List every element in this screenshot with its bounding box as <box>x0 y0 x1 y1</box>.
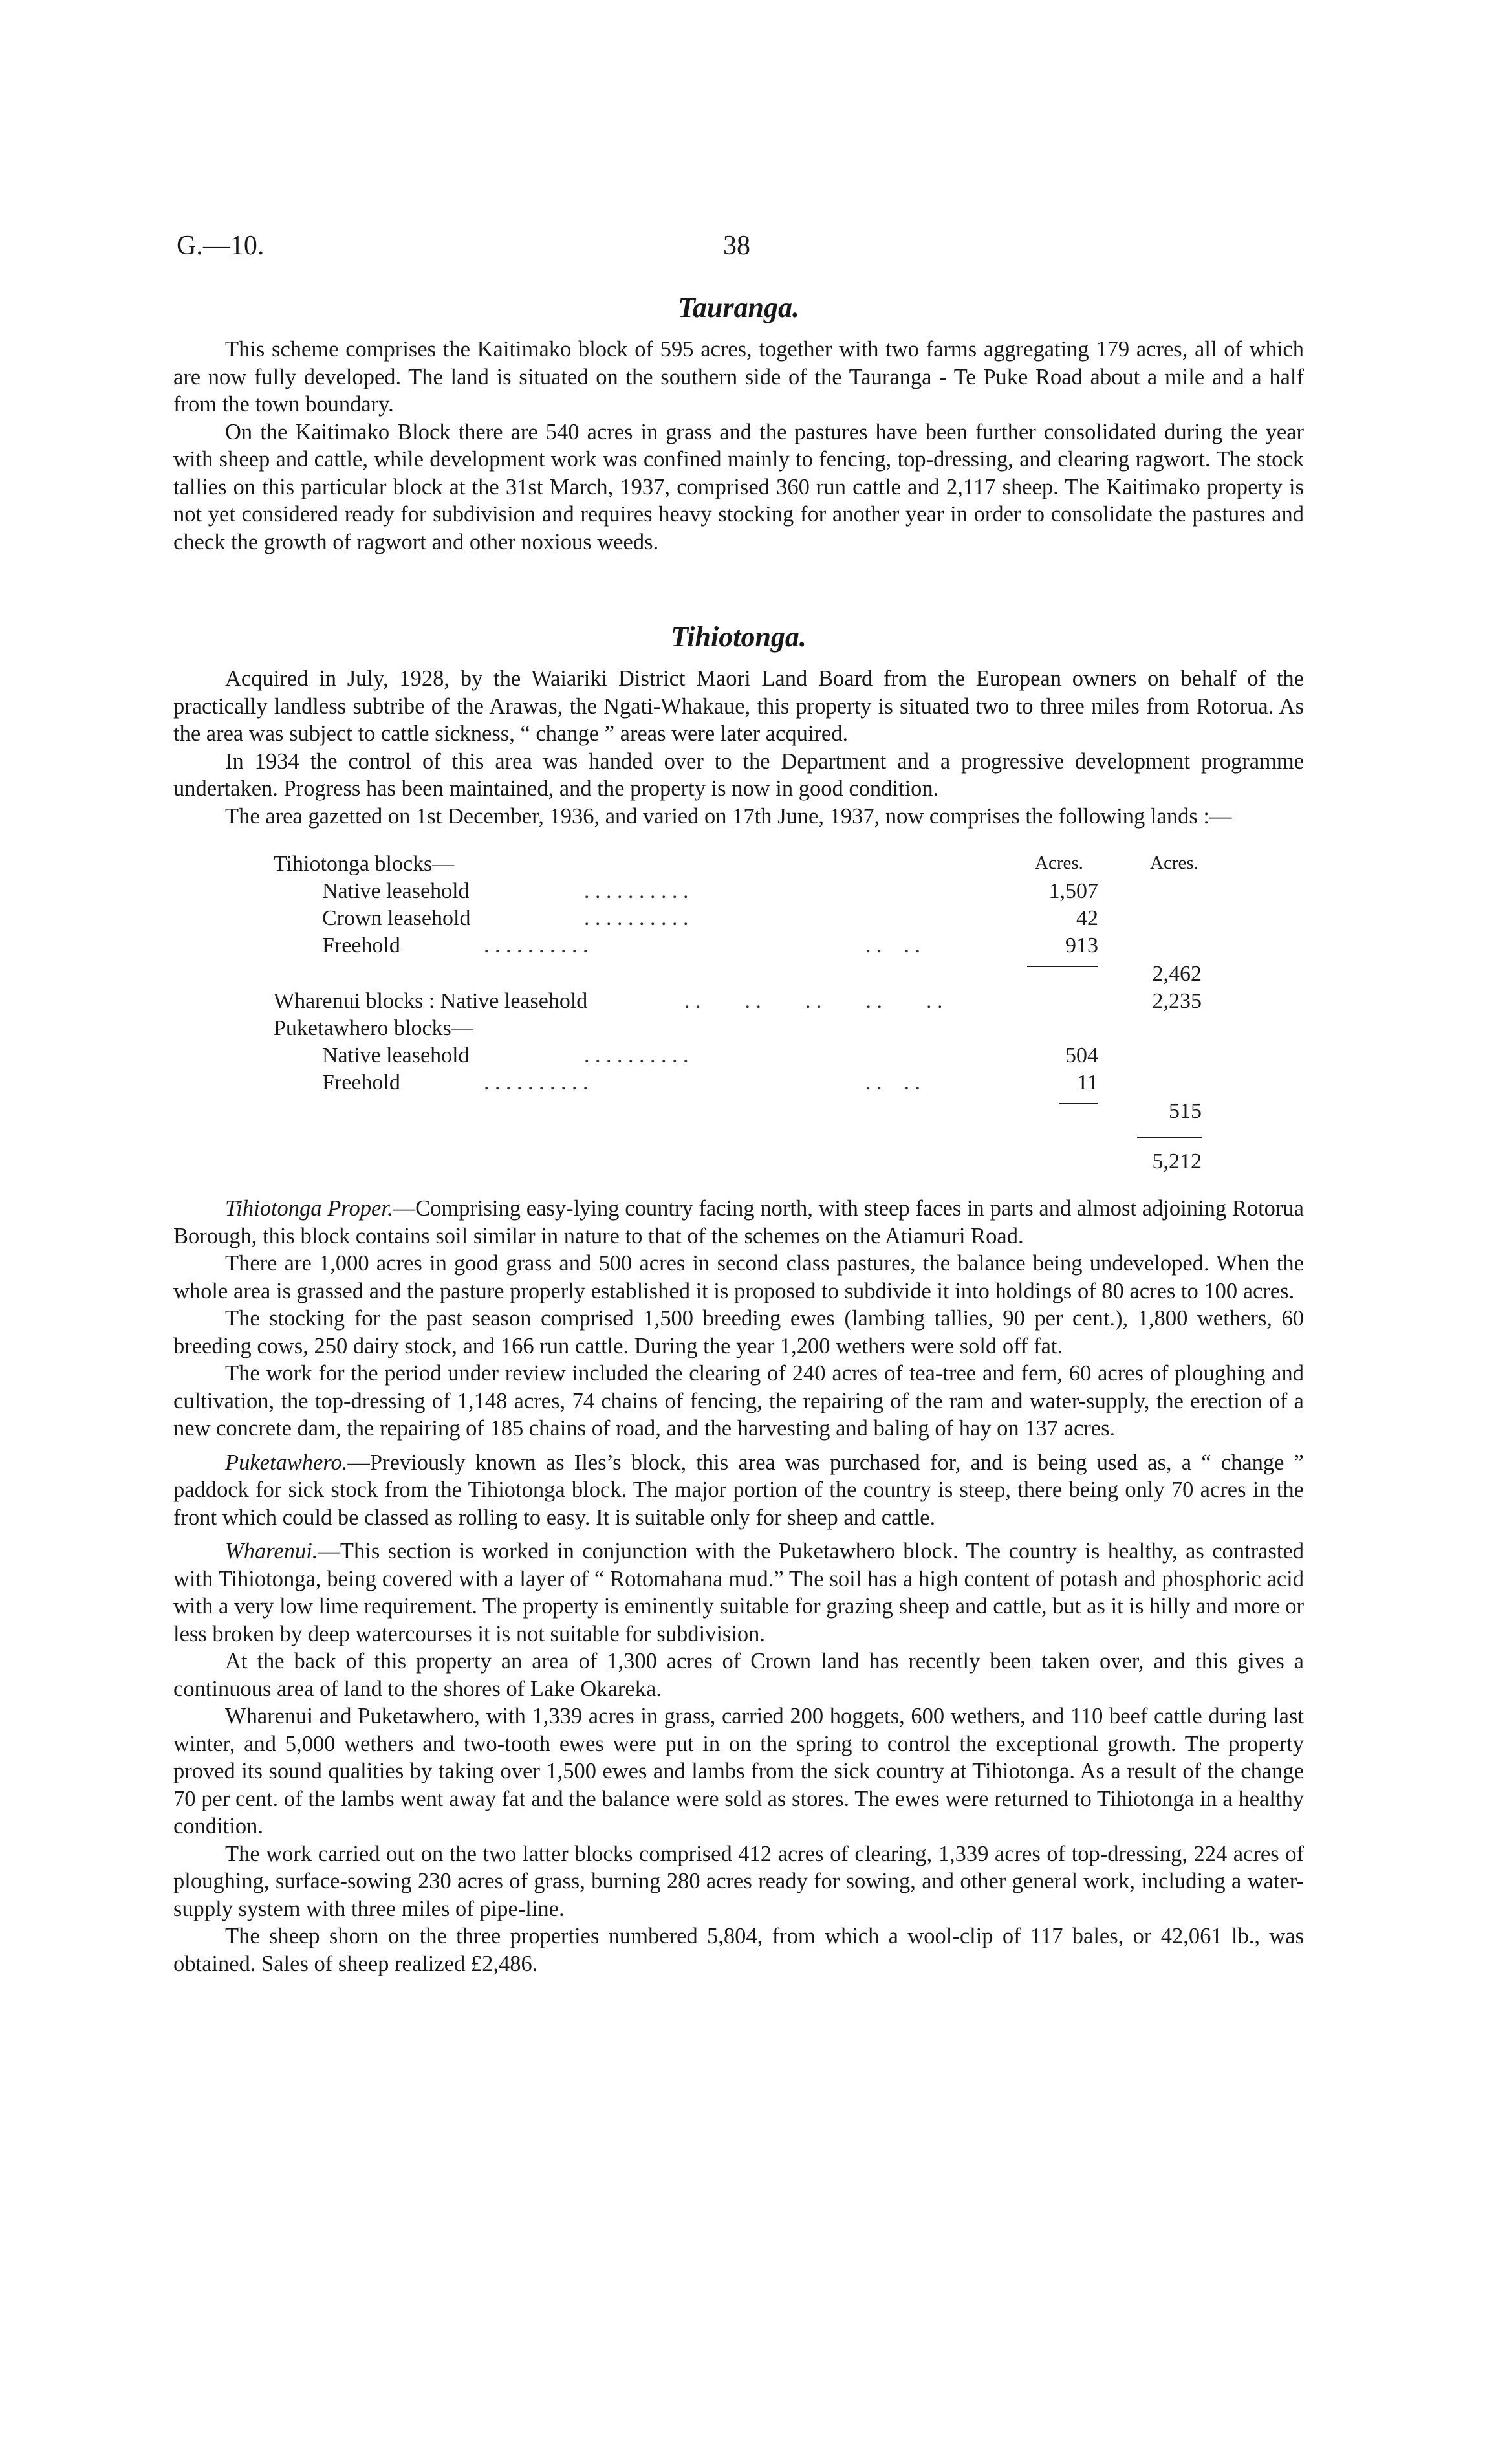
puketawhero-freehold-label: Freehold <box>322 1071 400 1095</box>
wharenui-text: —This section is worked in conjunction with the Puketawhero block. The country is healthy, as contrasted with Tihiotonga, being covered with a layer of “ Rotomahana mud.” The soil has a high content of potash and phosphoric acid with a very low lime requirement. The property is eminently suitable for grazing sheep and cattle, but as it is hilly and more or less broken by deep watercourses it is not suitable for subdivision. <box>173 1539 1304 1646</box>
puketawhero-heading: Puketawhero. <box>225 1450 348 1475</box>
tihiotonga-blocks-label: Tihiotonga blocks— <box>274 852 455 876</box>
tihiotonga-proper-heading: Tihiotonga Proper. <box>225 1196 393 1221</box>
leader-dots: . . . . . . . . . . <box>584 906 689 930</box>
closing-paragraph: At the back of this property an area of 1,300 acres of Crown land has recently been taken over, and this gives a continuous area of land to the shores of Lake Okareka. <box>173 1649 1304 1701</box>
wharenui-blocks-label: Wharenui blocks : Native leasehold <box>274 989 588 1013</box>
freehold-label: Freehold <box>322 933 400 957</box>
section-title-tihiotonga: Tihiotonga. <box>671 621 807 653</box>
subtotal-rule <box>1059 1103 1098 1104</box>
native-leasehold-label: Native leasehold <box>322 879 470 903</box>
freehold-acres: 913 <box>1065 933 1098 957</box>
closing-paragraph: The sheep shorn on the three properties numbered 5,804, from which a wool-clip of 117 bales, or 42,061 lb., was obtained. Sales of sheep realized £2,486. <box>173 1924 1304 1976</box>
tihiotonga-proper-paragraph: The work for the period under review included the clearing of 240 acres of tea-tree and fern, 60 acres of ploughing and cultivation, the top-dressing of 1,148 acres, 74 chains of fencing, the repairing of the ram and water-supply, the erection of a new concrete dam, the repairing of 185 chains of road, and the harvesting and baling of hay on 137 acres. <box>173 1361 1304 1441</box>
wharenui-heading: Wharenui. <box>225 1539 318 1564</box>
grand-total-acres: 5,212 <box>1152 1150 1202 1173</box>
puketawhero-text: —Previously known as Iles’s block, this area was purchased for, and is being used as, a “ change ” paddock for sick stock from the Tihiotonga block. The major portion of the country is steep, there being only 70 acres in the front which could be classed as rolling to easy. It is suitable only for sheep and cattle. <box>173 1450 1304 1530</box>
crown-leasehold-acres: 42 <box>1076 906 1098 930</box>
leader-dots: . . . . <box>865 933 920 957</box>
tihiotonga-proper-paragraph <box>173 1195 1304 1250</box>
page-header <box>173 220 1304 272</box>
tihiotonga-intro-paragraph: In 1934 the control of this area was handed over to the Department and a progressive development programme undertaken. Progress has been maintained, and the property is now in good condition. <box>173 748 1304 801</box>
leader-dots: . . . . . . . . . . <box>584 1043 689 1067</box>
closing-paragraph: Wharenui and Puketawhero, with 1,339 acres in grass, carried 200 hoggets, 600 wethers, and 110 beef cattle during last winter, and 5,000 wethers and two-tooth ewes were put in on the spring to control the exceptional growth. The property proved its sound qualities by taking over 1,500 ewes and lambs from the sick country at Tihiotonga. As a result of the change 70 per cent. of the lambs went away fat and the balance were sold as stores. The ewes were returned to Tihiotonga in a healthy condition. <box>173 1704 1304 1838</box>
tihiotonga-proper-paragraph: There are 1,000 acres in good grass and 500 acres in second class pastures, the balance being undeveloped. When the whole area is grassed and the pasture properly established it is proposed to subdivide it into holdings of 80 acres to 100 acres. <box>173 1251 1304 1303</box>
closing-paragraph: The work carried out on the two latter blocks comprised 412 acres of clearing, 1,339 acres of top-dressing, 224 acres of ploughing, surface-sowing 230 acres of grass, burning 280 acres ready for sowing, and other general work, including a water-supply system with three miles of pipe-line. <box>173 1841 1304 1921</box>
tihiotonga-proper-paragraph: The stocking for the past season comprised 1,500 breeding ewes (lambing tallies, 90 per cent.), 1,800 wethers, 60 breeding cows, 250 dairy stock, and 166 run cattle. During the year 1,200 wethers were sold off fat. <box>173 1306 1304 1358</box>
document-reference: G.—10. <box>177 231 265 261</box>
leader-dots: . . . . . . . . . . <box>684 989 943 1013</box>
puketawhero-native-leasehold-label: Native leasehold <box>322 1043 470 1067</box>
puketawhero-paragraph <box>173 1449 1304 1532</box>
tauranga-paragraph: On the Kaitimako Block there are 540 acres in grass and the pastures have been further consolidated during the year with sheep and cattle, while development work was confined mainly to fencing, top-dressing, and clearing ragwort. The stock tallies on this particular block at the 31st March, 1937, comprised 360 run cattle and 2,117 sheep. The Kaitimako property is not yet considered ready for subdivision and requires heavy stocking for another year in order to consolidate the pastures and check the growth of ragwort and other noxious weeds. <box>173 419 1304 554</box>
acres-column-header: Acres. <box>1035 853 1083 873</box>
puketawhero-freehold-acres: 11 <box>1077 1071 1098 1095</box>
puketawhero-total-acres: 515 <box>1169 1099 1202 1123</box>
tihiotonga-intro-paragraph: Acquired in July, 1928, by the Waiariki District Maori Land Board from the European owners on behalf of the practically landless subtribe of the Arawas, the Ngati-Whakaue, this property is situated two to three miles from Rotorua. As the area was subject to cattle sickness, “ change ” areas were later acquired. <box>173 666 1304 746</box>
native-leasehold-acres: 1,507 <box>1048 879 1098 903</box>
tauranga-paragraph: This scheme comprises the Kaitimako block of 595 acres, together with two farms aggregating 179 acres, all of which are now fully developed. The land is situated on the southern side of the Tauranga - Te Puke Road about a mile and a half from the town boundary. <box>173 337 1304 417</box>
document-page <box>173 220 1304 1978</box>
tihiotonga-total-acres: 2,462 <box>1152 962 1202 986</box>
leader-dots: . . . . . . . . . . <box>584 879 689 903</box>
grand-total-rule <box>1137 1137 1202 1138</box>
puketawhero-native-leasehold-acres: 504 <box>1065 1043 1098 1067</box>
section-title-tauranga: Tauranga. <box>678 292 799 323</box>
subtotal-rule <box>1027 966 1098 967</box>
tihiotonga-proper-text: —Comprising easy-lying country facing north, with steep faces in parts and almost adjoining Rotorua Borough, this block contains soil similar in nature to that of the schemes on the Atiamuri Road. <box>173 1196 1304 1248</box>
wharenui-paragraph <box>173 1538 1304 1648</box>
puketawhero-blocks-label: Puketawhero blocks— <box>274 1016 473 1040</box>
crown-leasehold-label: Crown leasehold <box>322 906 471 930</box>
leader-dots: . . . . . . . . . . <box>484 1071 589 1095</box>
leader-dots: . . . . <box>865 1071 920 1095</box>
land-area-table <box>173 849 1304 1178</box>
leader-dots: . . . . . . . . . . <box>484 933 589 957</box>
tihiotonga-intro-paragraph: The area gazetted on 1st December, 1936, and varied on 17th June, 1937, now comprises the following lands :— <box>225 803 1232 829</box>
wharenui-total-acres: 2,235 <box>1152 989 1202 1013</box>
page-number: 38 <box>723 231 750 261</box>
acres-total-column-header: Acres. <box>1150 853 1198 873</box>
